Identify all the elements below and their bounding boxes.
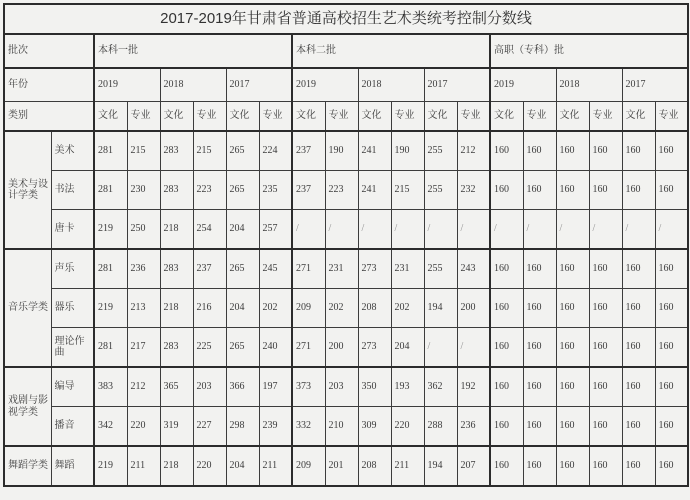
score-cell: 209 bbox=[292, 446, 325, 486]
score-cell: 288 bbox=[424, 407, 457, 447]
score-cell: 215 bbox=[391, 171, 424, 210]
score-cell: 203 bbox=[193, 367, 226, 407]
score-cell: 207 bbox=[457, 446, 490, 486]
score-cell: 160 bbox=[589, 328, 622, 368]
category-header: 专业 bbox=[589, 102, 622, 132]
score-cell: 283 bbox=[160, 171, 193, 210]
score-cell: 201 bbox=[325, 446, 358, 486]
category-header: 文化 bbox=[556, 102, 589, 132]
score-cell: 237 bbox=[193, 249, 226, 289]
score-cell: 160 bbox=[622, 446, 655, 486]
score-cell: 160 bbox=[589, 249, 622, 289]
score-cell: 235 bbox=[259, 171, 292, 210]
score-cell: 265 bbox=[226, 249, 259, 289]
score-cell: 283 bbox=[160, 328, 193, 368]
score-cell: 219 bbox=[94, 446, 127, 486]
score-cell: 160 bbox=[523, 367, 556, 407]
score-cell: 236 bbox=[127, 249, 160, 289]
subcategory-label: 美术 bbox=[51, 131, 94, 171]
score-cell: 160 bbox=[490, 407, 523, 447]
score-cell: / bbox=[358, 210, 391, 250]
category-header: 专业 bbox=[391, 102, 424, 132]
score-cell: 342 bbox=[94, 407, 127, 447]
score-cell: 223 bbox=[325, 171, 358, 210]
score-cell: 239 bbox=[259, 407, 292, 447]
category-header: 文化 bbox=[358, 102, 391, 132]
score-cell: 218 bbox=[160, 289, 193, 328]
score-cell: 160 bbox=[622, 367, 655, 407]
score-cell: 160 bbox=[490, 171, 523, 210]
score-cell: 257 bbox=[259, 210, 292, 250]
score-cell: 211 bbox=[259, 446, 292, 486]
category-header: 专业 bbox=[457, 102, 490, 132]
subcategory-label: 舞蹈 bbox=[51, 446, 94, 486]
score-cell: 197 bbox=[259, 367, 292, 407]
score-cell: 231 bbox=[391, 249, 424, 289]
year-header: 2017 bbox=[226, 68, 292, 102]
score-cell: 241 bbox=[358, 171, 391, 210]
score-cell: / bbox=[424, 328, 457, 368]
year-label: 年份 bbox=[4, 68, 94, 102]
score-cell: 219 bbox=[94, 289, 127, 328]
category-label: 类别 bbox=[4, 102, 94, 132]
score-cell: 273 bbox=[358, 249, 391, 289]
category-header: 文化 bbox=[160, 102, 193, 132]
category-header: 专业 bbox=[655, 102, 688, 132]
score-cell: 160 bbox=[556, 407, 589, 447]
score-cell: 202 bbox=[325, 289, 358, 328]
score-cell: 160 bbox=[655, 171, 688, 210]
table-row bbox=[4, 249, 688, 289]
score-cell: / bbox=[490, 210, 523, 250]
score-cell: 160 bbox=[622, 289, 655, 328]
score-cell: 220 bbox=[193, 446, 226, 486]
score-cell: 281 bbox=[94, 328, 127, 368]
score-cell: 160 bbox=[589, 131, 622, 171]
year-row bbox=[4, 68, 688, 102]
score-cell: 309 bbox=[358, 407, 391, 447]
group-label: 戏剧与影视学类 bbox=[4, 367, 51, 446]
score-cell: 218 bbox=[160, 210, 193, 250]
category-header: 专业 bbox=[127, 102, 160, 132]
table-row bbox=[4, 289, 688, 328]
score-cell: 160 bbox=[589, 367, 622, 407]
score-cell: 160 bbox=[655, 446, 688, 486]
table-row bbox=[4, 328, 688, 368]
score-cell: 208 bbox=[358, 289, 391, 328]
subcategory-label: 器乐 bbox=[51, 289, 94, 328]
score-cell: 160 bbox=[556, 289, 589, 328]
subcategory-label: 声乐 bbox=[51, 249, 94, 289]
score-cell: 160 bbox=[655, 131, 688, 171]
table-body bbox=[4, 131, 688, 486]
score-cell: / bbox=[457, 328, 490, 368]
score-cell: 383 bbox=[94, 367, 127, 407]
score-cell: 204 bbox=[226, 210, 259, 250]
category-header: 专业 bbox=[259, 102, 292, 132]
score-cell: 237 bbox=[292, 131, 325, 171]
year-header: 2017 bbox=[622, 68, 688, 102]
subcategory-label: 编导 bbox=[51, 367, 94, 407]
score-cell: 160 bbox=[556, 171, 589, 210]
score-cell: 194 bbox=[424, 289, 457, 328]
page-title: 2017-2019年甘肃省普通高校招生艺术类统考控制分数线 bbox=[4, 4, 688, 34]
score-cell: 283 bbox=[160, 131, 193, 171]
batch-benke2: 本科二批 bbox=[292, 34, 490, 68]
subcategory-label: 唐卡 bbox=[51, 210, 94, 250]
score-cell: 232 bbox=[457, 171, 490, 210]
score-cell: 200 bbox=[325, 328, 358, 368]
year-header: 2018 bbox=[358, 68, 424, 102]
score-cell: 160 bbox=[589, 289, 622, 328]
batch-row bbox=[4, 34, 688, 68]
score-cell: 160 bbox=[523, 407, 556, 447]
category-header: 专业 bbox=[523, 102, 556, 132]
score-cell: / bbox=[655, 210, 688, 250]
score-cell: 160 bbox=[589, 171, 622, 210]
score-cell: 223 bbox=[193, 171, 226, 210]
category-header: 文化 bbox=[424, 102, 457, 132]
score-cell: / bbox=[523, 210, 556, 250]
score-cell: 271 bbox=[292, 249, 325, 289]
score-cell: 202 bbox=[259, 289, 292, 328]
score-cell: 365 bbox=[160, 367, 193, 407]
category-header: 文化 bbox=[622, 102, 655, 132]
batch-benke1: 本科一批 bbox=[94, 34, 292, 68]
score-cell: 215 bbox=[127, 131, 160, 171]
group-label: 美术与设计学类 bbox=[4, 131, 51, 249]
score-cell: 366 bbox=[226, 367, 259, 407]
score-cell: 160 bbox=[523, 171, 556, 210]
score-cell: 319 bbox=[160, 407, 193, 447]
score-cell: 160 bbox=[556, 249, 589, 289]
score-cell: 160 bbox=[490, 446, 523, 486]
score-cell: 200 bbox=[457, 289, 490, 328]
score-cell: / bbox=[325, 210, 358, 250]
category-row bbox=[4, 102, 688, 132]
score-cell: 373 bbox=[292, 367, 325, 407]
score-cell: 208 bbox=[358, 446, 391, 486]
score-cell: 160 bbox=[655, 367, 688, 407]
score-cell: / bbox=[457, 210, 490, 250]
score-cell: 283 bbox=[160, 249, 193, 289]
score-cell: 281 bbox=[94, 131, 127, 171]
table-row bbox=[4, 407, 688, 447]
score-cell: 215 bbox=[193, 131, 226, 171]
score-cell: / bbox=[556, 210, 589, 250]
score-cell: 194 bbox=[424, 446, 457, 486]
subcategory-label: 理论作曲 bbox=[51, 328, 94, 368]
score-cell: 204 bbox=[391, 328, 424, 368]
score-cell: 160 bbox=[622, 407, 655, 447]
score-cell: 160 bbox=[622, 171, 655, 210]
score-cell: 281 bbox=[94, 171, 127, 210]
year-header: 2019 bbox=[292, 68, 358, 102]
score-cell: 255 bbox=[424, 249, 457, 289]
score-cell: 213 bbox=[127, 289, 160, 328]
score-table bbox=[3, 3, 689, 487]
score-cell: 220 bbox=[127, 407, 160, 447]
score-cell: 241 bbox=[358, 131, 391, 171]
table-row bbox=[4, 446, 688, 486]
score-cell: / bbox=[424, 210, 457, 250]
table-row bbox=[4, 131, 688, 171]
score-cell: 211 bbox=[127, 446, 160, 486]
table-row bbox=[4, 367, 688, 407]
score-cell: 224 bbox=[259, 131, 292, 171]
score-cell: 202 bbox=[391, 289, 424, 328]
category-header: 文化 bbox=[94, 102, 127, 132]
group-label: 音乐学类 bbox=[4, 249, 51, 367]
score-cell: 160 bbox=[556, 131, 589, 171]
score-cell: 220 bbox=[391, 407, 424, 447]
score-cell: 230 bbox=[127, 171, 160, 210]
score-cell: / bbox=[292, 210, 325, 250]
score-cell: 237 bbox=[292, 171, 325, 210]
score-cell: 218 bbox=[160, 446, 193, 486]
category-header: 专业 bbox=[325, 102, 358, 132]
score-cell: 190 bbox=[391, 131, 424, 171]
score-cell: 160 bbox=[490, 131, 523, 171]
score-cell: 212 bbox=[127, 367, 160, 407]
score-cell: 271 bbox=[292, 328, 325, 368]
score-cell: 160 bbox=[655, 328, 688, 368]
score-cell: 362 bbox=[424, 367, 457, 407]
score-cell: 160 bbox=[523, 289, 556, 328]
score-cell: 255 bbox=[424, 171, 457, 210]
score-cell: 160 bbox=[490, 328, 523, 368]
score-cell: 160 bbox=[523, 328, 556, 368]
score-cell: 255 bbox=[424, 131, 457, 171]
batch-label: 批次 bbox=[4, 34, 94, 68]
score-cell: 160 bbox=[556, 446, 589, 486]
score-cell: 209 bbox=[292, 289, 325, 328]
score-cell: 203 bbox=[325, 367, 358, 407]
score-cell: 245 bbox=[259, 249, 292, 289]
score-cell: / bbox=[589, 210, 622, 250]
score-cell: 160 bbox=[655, 249, 688, 289]
subcategory-label: 书法 bbox=[51, 171, 94, 210]
score-cell: 216 bbox=[193, 289, 226, 328]
category-header: 文化 bbox=[292, 102, 325, 132]
year-header: 2019 bbox=[490, 68, 556, 102]
table-row bbox=[4, 210, 688, 250]
score-cell: 332 bbox=[292, 407, 325, 447]
score-cell: 265 bbox=[226, 171, 259, 210]
table-row bbox=[4, 171, 688, 210]
category-header: 文化 bbox=[490, 102, 523, 132]
score-cell: 211 bbox=[391, 446, 424, 486]
score-cell: 265 bbox=[226, 328, 259, 368]
score-cell: 160 bbox=[655, 407, 688, 447]
year-header: 2018 bbox=[556, 68, 622, 102]
score-cell: 192 bbox=[457, 367, 490, 407]
year-header: 2018 bbox=[160, 68, 226, 102]
score-cell: 212 bbox=[457, 131, 490, 171]
score-cell: 160 bbox=[622, 249, 655, 289]
score-cell: 236 bbox=[457, 407, 490, 447]
category-header: 专业 bbox=[193, 102, 226, 132]
score-cell: 160 bbox=[490, 289, 523, 328]
score-cell: 160 bbox=[622, 131, 655, 171]
score-cell: / bbox=[622, 210, 655, 250]
category-header: 文化 bbox=[226, 102, 259, 132]
score-cell: 160 bbox=[523, 446, 556, 486]
score-cell: 160 bbox=[490, 367, 523, 407]
score-cell: 225 bbox=[193, 328, 226, 368]
group-label: 舞蹈学类 bbox=[4, 446, 51, 486]
score-cell: 227 bbox=[193, 407, 226, 447]
score-cell: 160 bbox=[589, 446, 622, 486]
score-cell: 240 bbox=[259, 328, 292, 368]
score-cell: 190 bbox=[325, 131, 358, 171]
score-cell: 204 bbox=[226, 446, 259, 486]
score-cell: 350 bbox=[358, 367, 391, 407]
score-cell: 210 bbox=[325, 407, 358, 447]
score-cell: 160 bbox=[556, 328, 589, 368]
score-cell: 204 bbox=[226, 289, 259, 328]
score-cell: 193 bbox=[391, 367, 424, 407]
score-cell: 250 bbox=[127, 210, 160, 250]
subcategory-label: 播音 bbox=[51, 407, 94, 447]
score-cell: 219 bbox=[94, 210, 127, 250]
year-header: 2019 bbox=[94, 68, 160, 102]
year-header: 2017 bbox=[424, 68, 490, 102]
score-cell: 298 bbox=[226, 407, 259, 447]
score-cell: 160 bbox=[622, 328, 655, 368]
score-cell: 281 bbox=[94, 249, 127, 289]
score-cell: 217 bbox=[127, 328, 160, 368]
score-cell: 273 bbox=[358, 328, 391, 368]
batch-gaozhi: 高职（专科）批 bbox=[490, 34, 688, 68]
score-cell: 160 bbox=[490, 249, 523, 289]
score-cell: / bbox=[391, 210, 424, 250]
title-row bbox=[4, 4, 688, 34]
score-cell: 231 bbox=[325, 249, 358, 289]
score-cell: 160 bbox=[556, 367, 589, 407]
score-cell: 160 bbox=[523, 131, 556, 171]
score-cell: 265 bbox=[226, 131, 259, 171]
score-cell: 160 bbox=[589, 407, 622, 447]
score-cell: 243 bbox=[457, 249, 490, 289]
score-cell: 254 bbox=[193, 210, 226, 250]
score-cell: 160 bbox=[523, 249, 556, 289]
score-cell: 160 bbox=[655, 289, 688, 328]
